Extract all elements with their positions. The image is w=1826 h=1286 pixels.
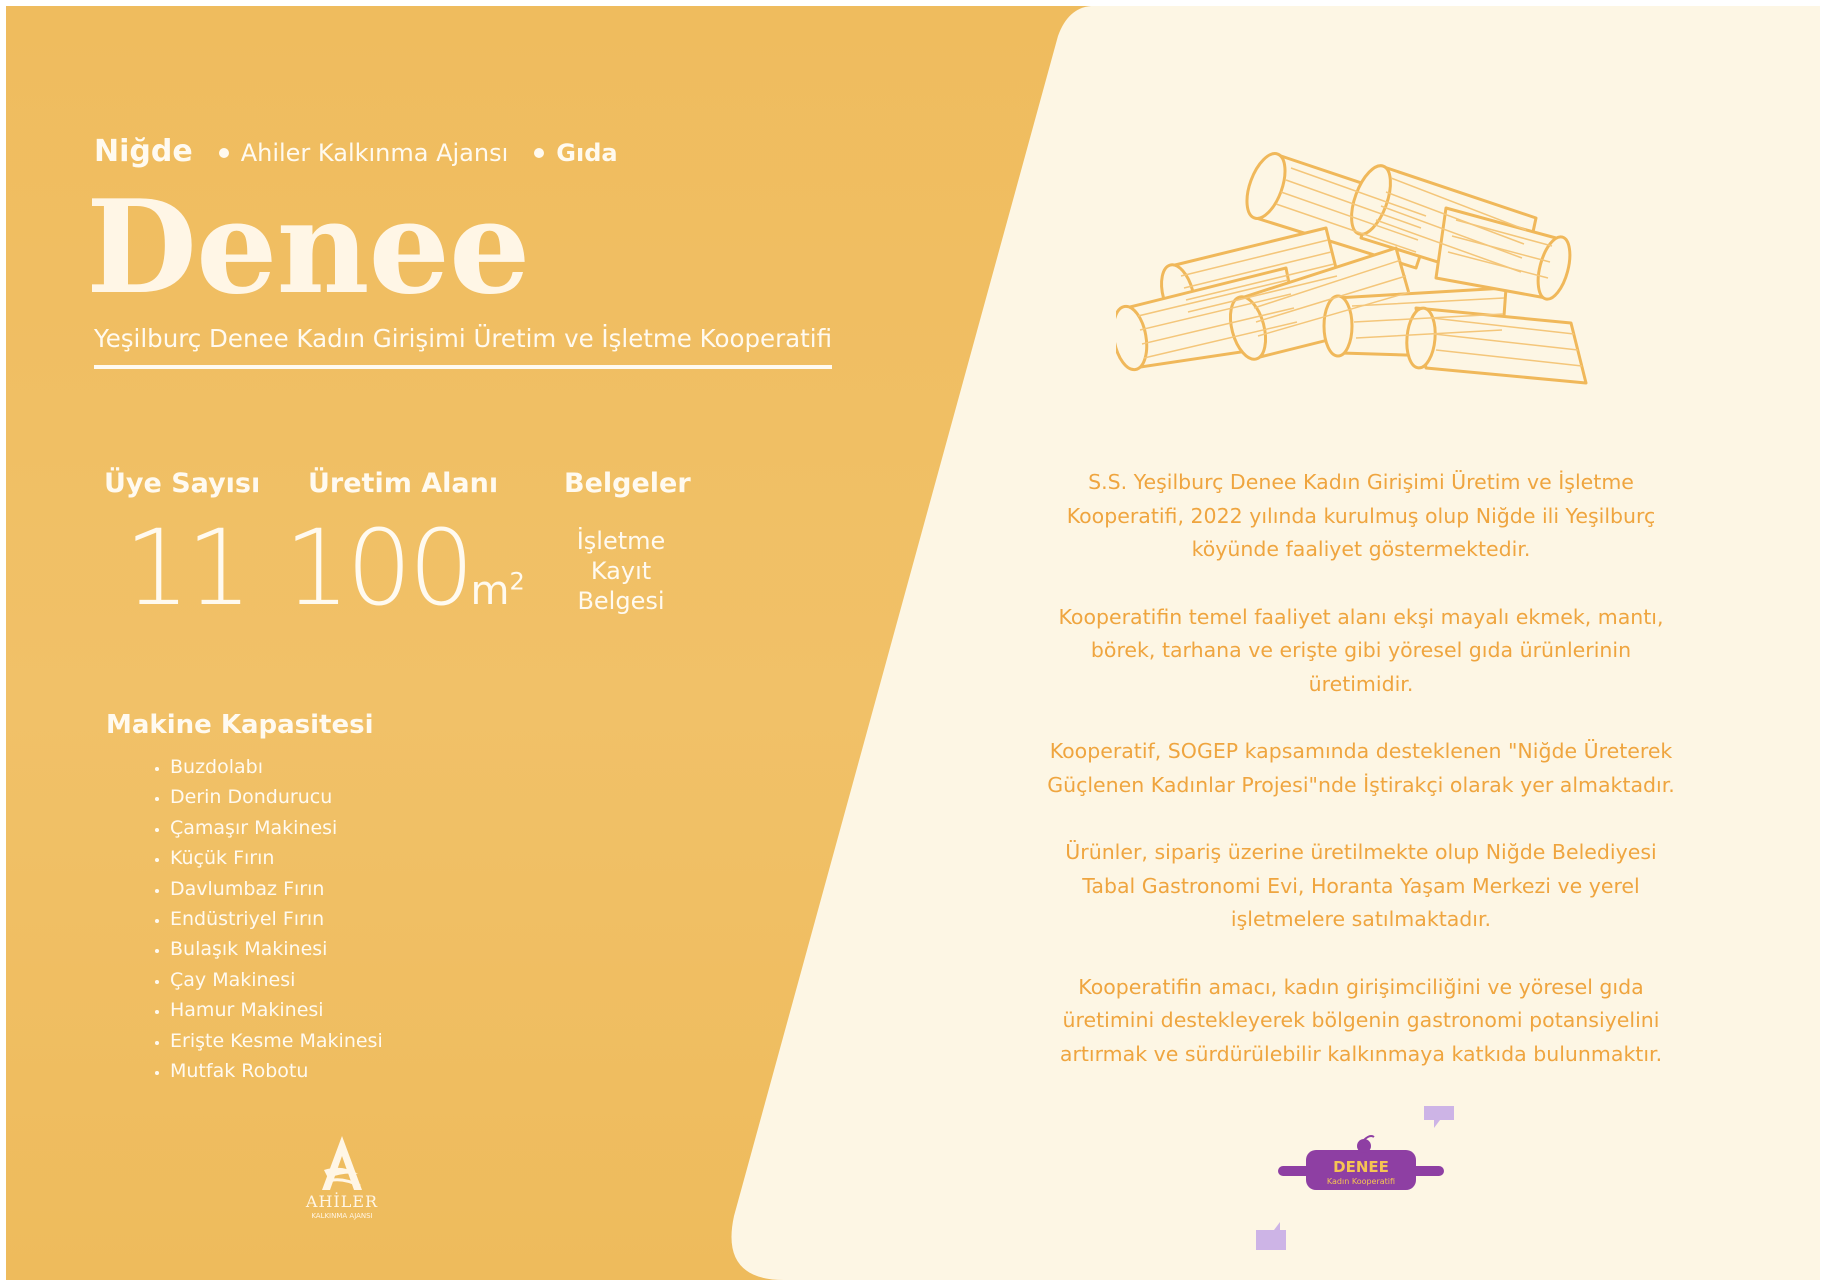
machine-item: • Bulaşık Makinesi [170,934,383,964]
brand-title: Denee [86,173,530,323]
machine-item: • Küçük Fırın [170,843,383,873]
sector-label: Gıda [556,139,618,167]
machine-item: • Çay Makinesi [170,965,383,995]
description-paragraph: Ürünler, sipariş üzerine üretilmekte olup Niğde Belediyesi Tabal Gastronomi Evi, Horanta Yaşam Merkezi ve yerel işletmelere satılmaktadır. [1065,840,1657,931]
machine-item: • Derin Dondurucu [170,782,383,812]
description-paragraph: Kooperatifin temel faaliyet alanı ekşi mayalı ekmek, mantı, börek, tarhana ve erişte gibi yöresel gıda ürünlerinin üretimidir. [1058,604,1664,696]
sector-tag [534,139,617,167]
apple-deco-icon [1422,1098,1456,1132]
ahiler-logo-name: AHİLER [305,1192,379,1211]
machine-item: • Çamaşır Makinesi [170,813,383,843]
description-paragraph: Kooperatifin amacı, kadın girişimciliğini ve yöresel gıda üretimini destekleyerek bölgenin gastronomi potansiyelini artırmak ve sürdürülebilir kalkınmaya katkıda bulunmaktır. [1059,974,1663,1066]
members-label: Üye Sayısı [104,468,261,499]
members-value: 11 [124,507,249,629]
description-text [1046,466,1676,1105]
denee-logo [1276,1132,1446,1198]
certificates-value: İşletme Kayıt Belgesi [576,527,666,615]
machine-list [146,752,383,1086]
machine-capacity-title: Makine Kapasitesi [106,710,374,740]
bullet-dot-icon [534,148,544,158]
denee-logo-sub: Kadın Kooperatifi [1326,1177,1396,1186]
denee-logo-name: DENEE [1333,1158,1389,1176]
machine-item: • Erişte Kesme Makinesi [170,1026,383,1056]
area-value: 100 [284,507,471,629]
ahiler-logo-sub: KALKINMA AJANSI [311,1212,373,1220]
leaf-deco-icon [1254,1220,1288,1254]
description-paragraph: Kooperatif, SOGEP kapsamında desteklenen "Niğde Üreterek Güçlenen Kadınlar Projesi"nde İştirakçi olarak yer almaktadır. [1047,739,1675,797]
description-paragraph: S.S. Yeşilburç Denee Kadın Girişimi Üretim ve İşletme Kooperatifi, 2022 yılında kurulmuş olup Niğde ili Yeşilburç köyünde faaliyet göstermektedir. [1066,470,1656,561]
machine-item: • Hamur Makinesi [170,995,383,1025]
bullet-dot-icon [219,148,229,158]
area-unit: $m^2$ [470,567,525,614]
header-tags [94,134,618,169]
machine-item: • Davlumbaz Fırın [170,874,383,904]
poster-page [6,6,1820,1280]
machine-item: • Buzdolabı [170,752,383,782]
pasta-illustration [1116,138,1606,400]
city-label: Niğde [94,134,193,169]
cooperative-full-name: Yeşilburç Denee Kadın Girişimi Üretim ve İşletme Kooperatifi [94,324,832,369]
machine-item: • Endüstriyel Fırın [170,904,383,934]
area-value-group [284,507,525,629]
area-label: Üretim Alanı [308,468,499,499]
agency-label: Ahiler Kalkınma Ajansı [240,139,509,167]
agency-tag [219,139,509,167]
certificates-label: Belgeler [564,468,691,499]
machine-item: • Mutfak Robotu [170,1056,383,1086]
